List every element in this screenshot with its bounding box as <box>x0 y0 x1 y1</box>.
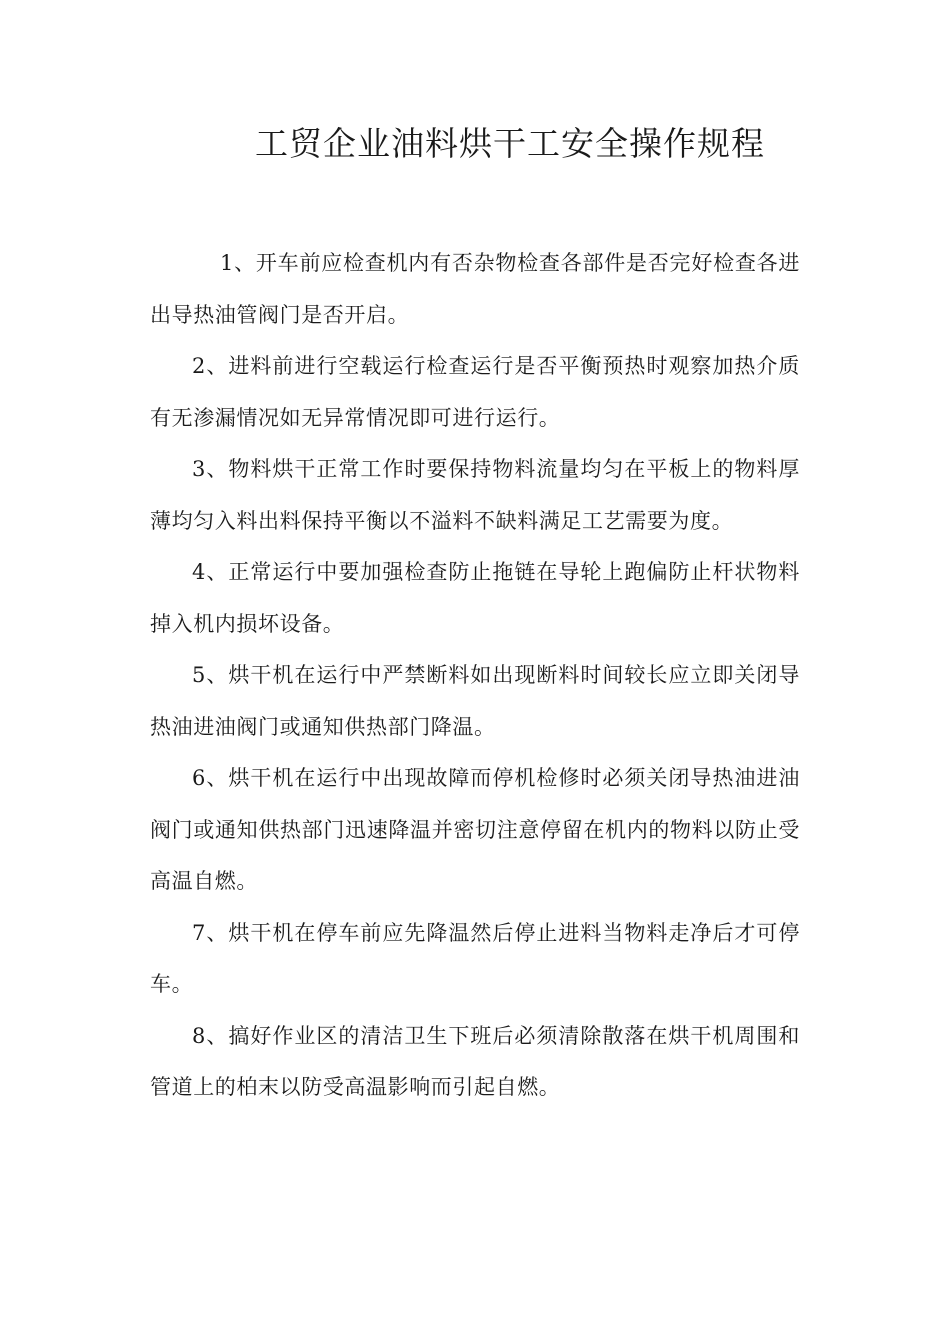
paragraph-6: 6、烘干机在运行中出现故障而停机检修时必须关闭导热油进油阀门或通知供热部门迅速降温并密切注意停留在机内的物料以防止受高温自燃。 <box>150 766 800 893</box>
paragraph-4: 4、正常运行中要加强检查防止拖链在导轮上跑偏防止杆状物料掉入机内损坏设备。 <box>150 560 800 636</box>
paragraph-2: 2、进料前进行空载运行检查运行是否平衡预热时观察加热介质有无渗漏情况如无异常情况即可进行运行。 <box>150 354 800 430</box>
document-body <box>150 238 800 1114</box>
paragraph-8: 8、搞好作业区的清洁卫生下班后必须清除散落在烘干机周围和管道上的柏末以防受高温影响而引起自燃。 <box>150 1023 800 1099</box>
document-title: 工贸企业油料烘干工安全操作规程 <box>255 124 765 163</box>
paragraph-7: 7、烘干机在停车前应先降温然后停止进料当物料走净后才可停车。 <box>150 920 800 996</box>
paragraph-3: 3、物料烘干正常工作时要保持物料流量均匀在平板上的物料厚薄均匀入料出料保持平衡以不溢料不缺料满足工艺需要为度。 <box>150 457 800 533</box>
paragraph-5: 5、烘干机在运行中严禁断料如出现断料时间较长应立即关闭导热油进油阀门或通知供热部门降温。 <box>150 663 800 739</box>
paragraph-1: 1、开车前应检查机内有否杂物检查各部件是否完好检查各进出导热油管阀门是否开启。 <box>150 251 800 327</box>
